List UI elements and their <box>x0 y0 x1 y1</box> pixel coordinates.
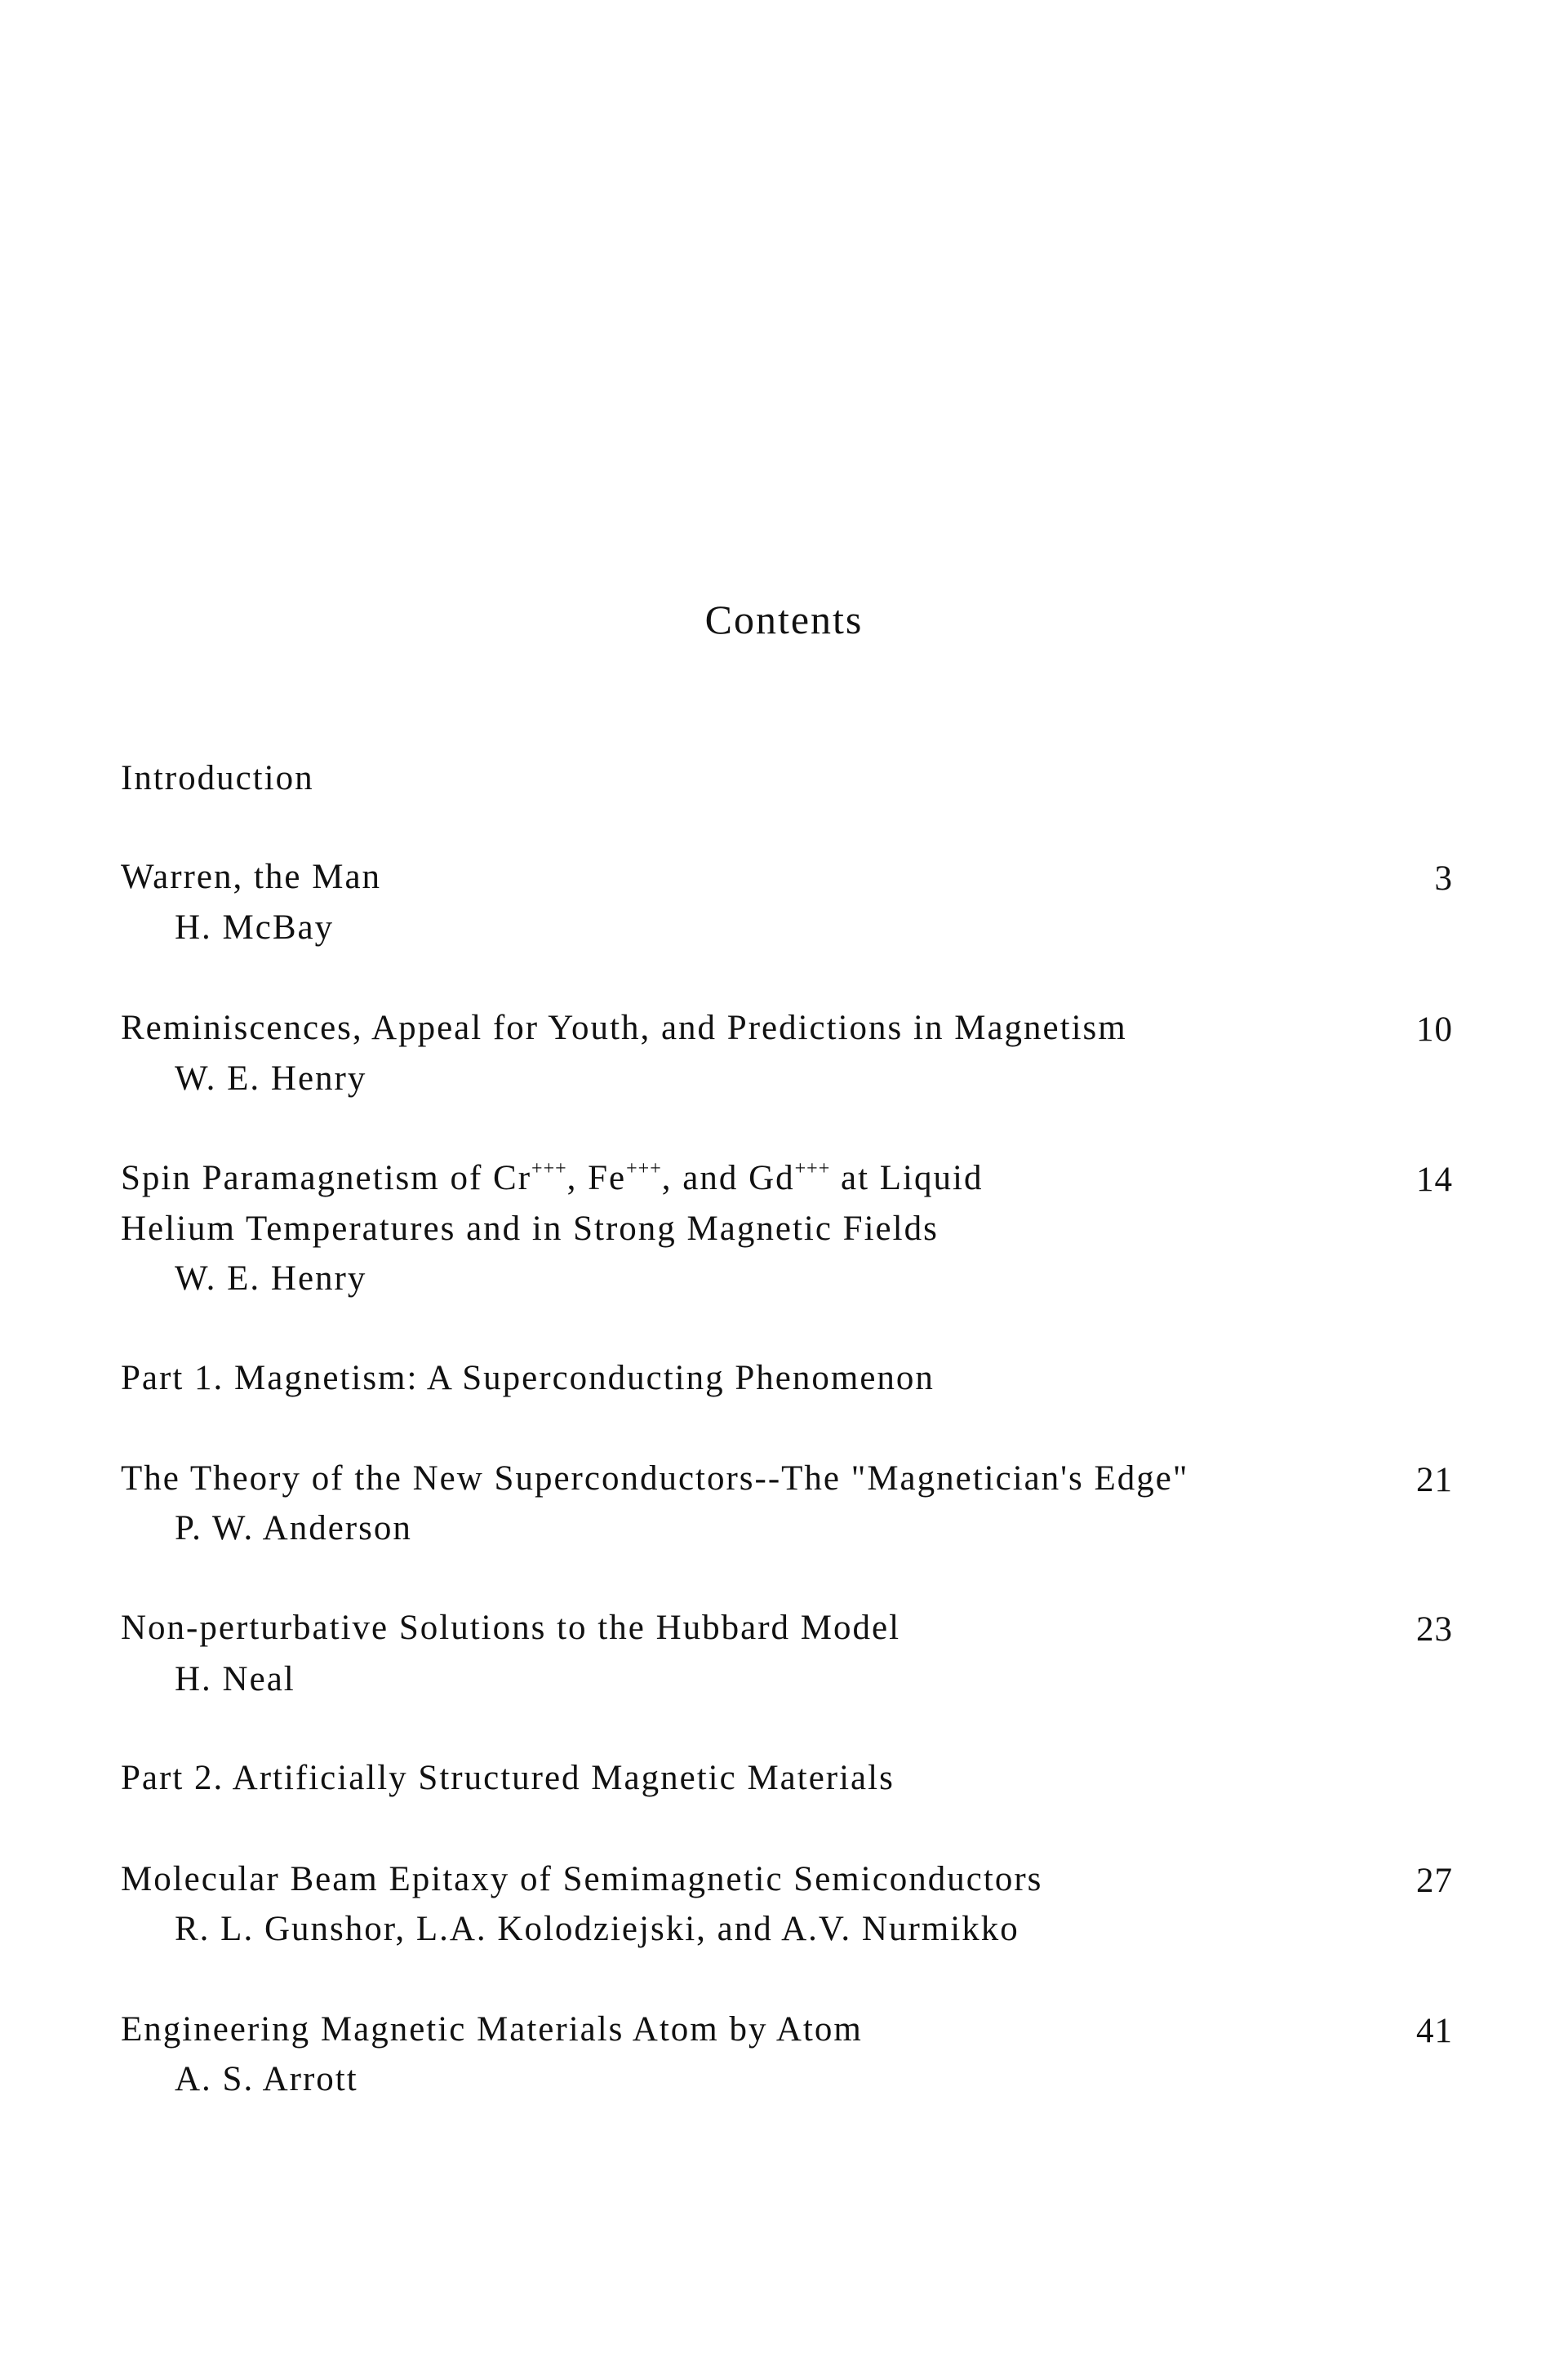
toc-entry-author: H. McBay <box>175 908 335 947</box>
toc-entry-page-number[interactable]: 3 <box>1434 859 1453 898</box>
toc-entry-title[interactable]: Non-perturbative Solutions to the Hubbard Model <box>121 1609 901 1647</box>
toc-entry-page-number[interactable]: 27 <box>1416 1862 1453 1900</box>
toc-entry-page-number[interactable]: 21 <box>1416 1461 1453 1499</box>
title-text: , and Gd <box>661 1159 795 1197</box>
superscript-charge: +++ <box>626 1158 662 1179</box>
section-heading-introduction: Introduction <box>121 759 314 797</box>
toc-entry-title-continued[interactable]: Helium Temperatures and in Strong Magnetic Fields <box>121 1210 939 1248</box>
toc-entry-page-number[interactable]: 10 <box>1416 1010 1453 1049</box>
toc-entry-author: W. E. Henry <box>175 1059 367 1098</box>
toc-entry-title[interactable]: Engineering Magnetic Materials Atom by Atom <box>121 2010 863 2049</box>
toc-entry-title[interactable]: Warren, the Man <box>121 858 382 896</box>
toc-entry-title[interactable]: Molecular Beam Epitaxy of Semimagnetic Semiconductors <box>121 1860 1043 1898</box>
superscript-charge: +++ <box>794 1158 831 1179</box>
toc-entry-page-number[interactable]: 23 <box>1416 1610 1453 1649</box>
toc-entry-author: P. W. Anderson <box>175 1509 412 1547</box>
title-text: , Fe <box>566 1159 627 1197</box>
toc-entry-title[interactable]: The Theory of the New Superconductors--The "Magnetician's Edge" <box>121 1459 1189 1498</box>
title-text: Spin Paramagnetism of Cr <box>121 1159 532 1197</box>
title-text: at Liquid <box>830 1159 984 1197</box>
toc-entry-title[interactable] <box>121 1158 984 1197</box>
page-title: Contents <box>704 597 864 642</box>
part-heading: Part 1. Magnetism: A Superconducting Phenomenon <box>121 1359 935 1397</box>
toc-entry-author: W. E. Henry <box>175 1259 367 1298</box>
toc-entry-author: A. S. Arrott <box>175 2060 358 2098</box>
toc-entry-title[interactable]: Reminiscences, Appeal for Youth, and Predictions in Magnetism <box>121 1009 1127 1047</box>
toc-entry-author: H. Neal <box>175 1660 295 1698</box>
toc-entry-page-number[interactable]: 14 <box>1416 1161 1453 1199</box>
toc-entry-author: R. L. Gunshor, L.A. Kolodziejski, and A.V. Nurmikko <box>175 1910 1019 1948</box>
toc-entry-page-number[interactable]: 41 <box>1416 2012 1453 2050</box>
part-heading: Part 2. Artificially Structured Magnetic Materials <box>121 1759 895 1797</box>
superscript-charge: +++ <box>531 1158 567 1179</box>
